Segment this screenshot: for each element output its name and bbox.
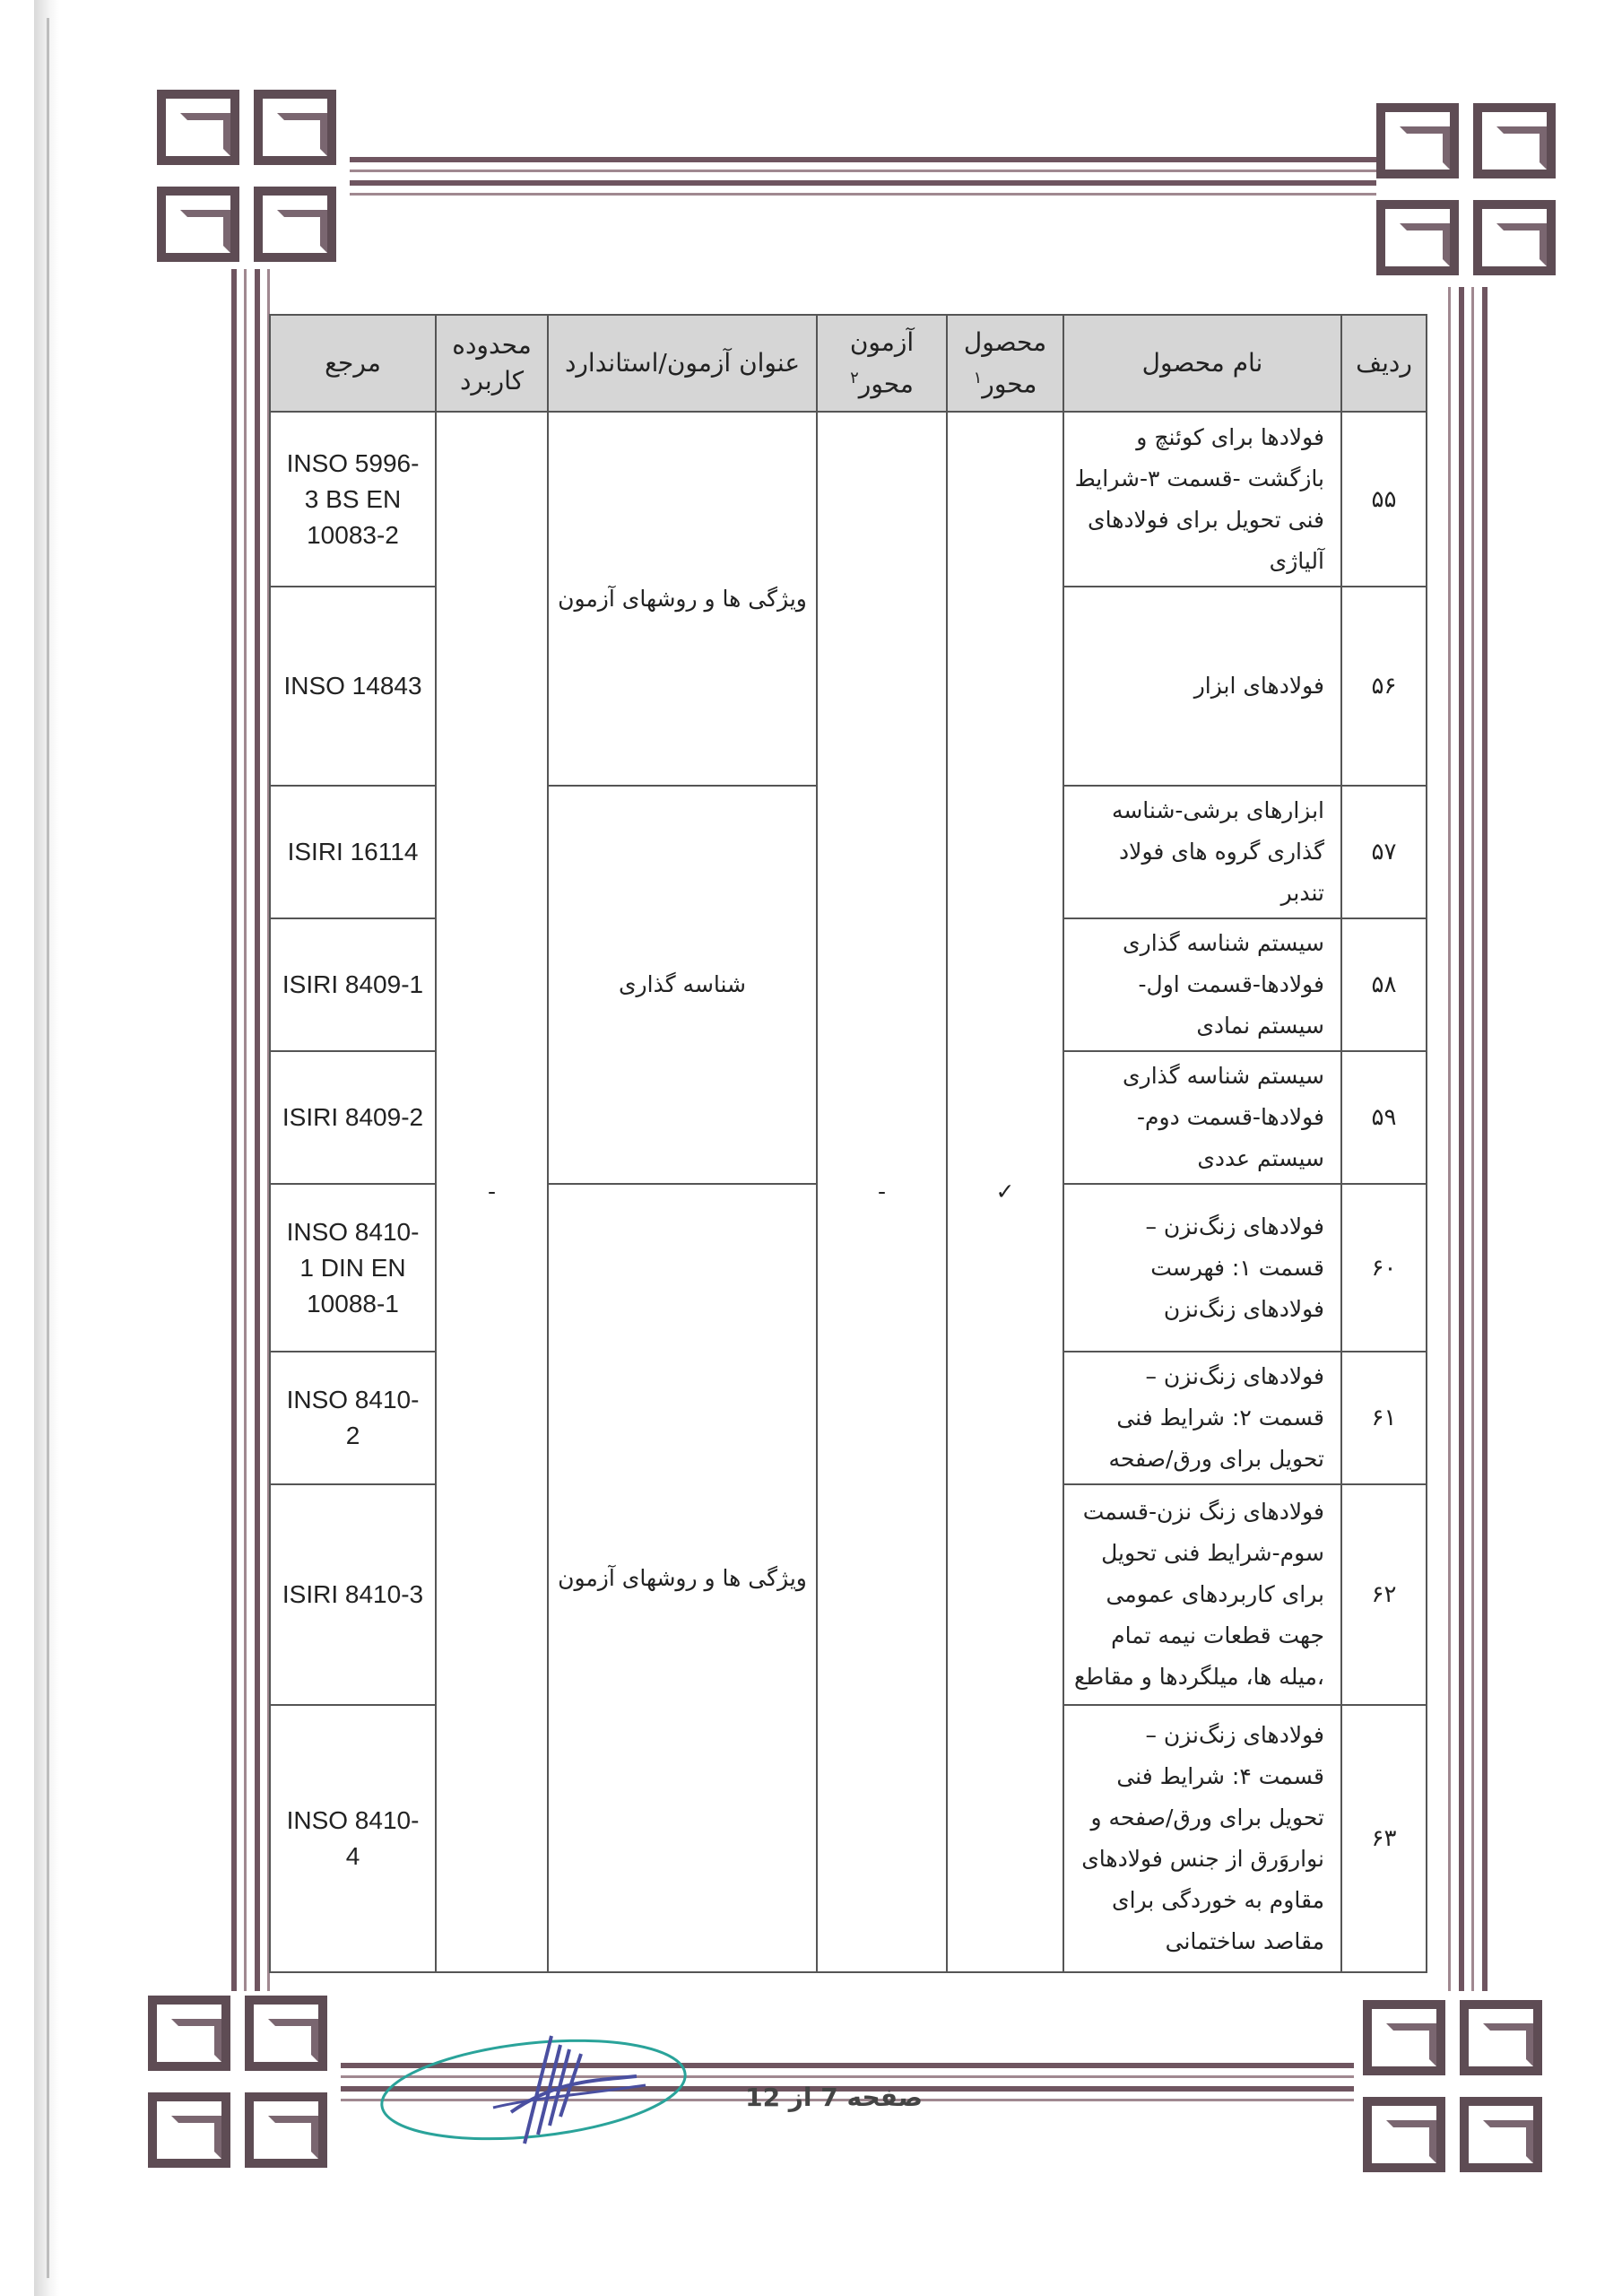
product-name: ابزارهای برشی-شناسه گذاری گروه های فولاد تندبر (1063, 786, 1341, 918)
reference-cell: ISIRI 8409-2 (270, 1051, 436, 1184)
reference-cell: INSO 14843 (270, 587, 436, 786)
border-right-lines (1448, 287, 1493, 1991)
table-row (270, 412, 1427, 587)
reference-cell: INSO 8410-2 (270, 1352, 436, 1484)
test-title-group-2: شناسه گذاری (548, 786, 817, 1184)
row-number: ۵۶ (1341, 587, 1427, 786)
table-header-row (270, 315, 1427, 412)
test-title-group-3: ویژگی ها و روشهای آزمون (548, 1184, 817, 1972)
header-reference: مرجع (270, 315, 436, 412)
test-title-group-1: ویژگی ها و روشهای آزمون (548, 412, 817, 786)
product-axis-cell: ✓ (947, 412, 1063, 1972)
header-scope: محدوده کاربرد (436, 315, 548, 412)
header-product-axis (947, 315, 1063, 412)
header-test-title: عنوان آزمون/استاندارد (548, 315, 817, 412)
product-name: فولادهای زنگ‌نزن – قسمت ۱: فهرست فولادهای زنگ‌نزن (1063, 1184, 1341, 1352)
row-number: ۵۵ (1341, 412, 1427, 587)
signature-drawing (377, 2027, 699, 2161)
product-name: سیستم شناسه گذاری فولادها-قسمت اول-سیستم نمادی (1063, 918, 1341, 1051)
test-axis-cell: - (817, 412, 947, 1972)
row-number: ۶۱ (1341, 1352, 1427, 1484)
header-test-axis-label: آزمون محور (849, 326, 915, 399)
header-product-name: نام محصول (1063, 315, 1341, 412)
reference-cell: ISIRI 16114 (270, 786, 436, 918)
corner-ornament-top-right (1376, 103, 1565, 283)
corner-ornament-bottom-left (148, 1996, 336, 2175)
row-number: ۵۷ (1341, 786, 1427, 918)
product-name: فولادهای زنگ‌نزن – قسمت ۲: شرایط فنی تحویل برای ورق/صفحه (1063, 1352, 1341, 1484)
corner-ornament-bottom-right (1363, 2000, 1551, 2179)
product-name: فولادهای زنگ‌نزن – قسمت ۴: شرایط فنی تحویل برای ورق/صفحه و نواروَرق از جنس فولادهای مقاوم به خوردگی برای مقاصد ساختمانی (1063, 1705, 1341, 1972)
reference-cell: ISIRI 8410-3 (270, 1484, 436, 1705)
corner-ornament-top-left (157, 90, 345, 269)
row-number: ۵۹ (1341, 1051, 1427, 1184)
row-number: ۶۰ (1341, 1184, 1427, 1352)
binding-line (47, 18, 49, 2278)
header-product-axis-footnote: ۱ (973, 368, 983, 387)
product-name: فولادهای ابزار (1063, 587, 1341, 786)
header-row-no: ردیف (1341, 315, 1427, 412)
header-test-axis (817, 315, 947, 412)
row-number: ۵۸ (1341, 918, 1427, 1051)
reference-cell: INSO 8410-4 (270, 1705, 436, 1972)
product-name: فولادها برای کوئنچ و بازگشت -قسمت ۳-شرایط فنی تحویل برای فولادهای آلیاژی (1063, 412, 1341, 587)
standards-table (269, 314, 1427, 1973)
row-number: ۶۲ (1341, 1484, 1427, 1705)
header-test-axis-footnote: ۲ (850, 368, 859, 387)
page-number: صفحه 7 از 12 (745, 2083, 923, 2112)
scope-cell: - (436, 412, 548, 1972)
product-name: فولادهای زنگ نزن-قسمت سوم-شرایط فنی تحویل برای کاربردهای عمومی جهت قطعات نیمه تمام ،میله ها، میلگردها و مقاطع (1063, 1484, 1341, 1705)
reference-cell: INSO 8410-1 DIN EN 10088-1 (270, 1184, 436, 1352)
row-number: ۶۳ (1341, 1705, 1427, 1972)
reference-cell: ISIRI 8409-1 (270, 918, 436, 1051)
product-name: سیستم شناسه گذاری فولادها-قسمت دوم-سیستم عددی (1063, 1051, 1341, 1184)
header-product-axis-label: محصول محور (963, 326, 1047, 399)
reference-cell: INSO 5996-3 BS EN 10083-2 (270, 412, 436, 587)
border-top-lines (350, 157, 1376, 202)
